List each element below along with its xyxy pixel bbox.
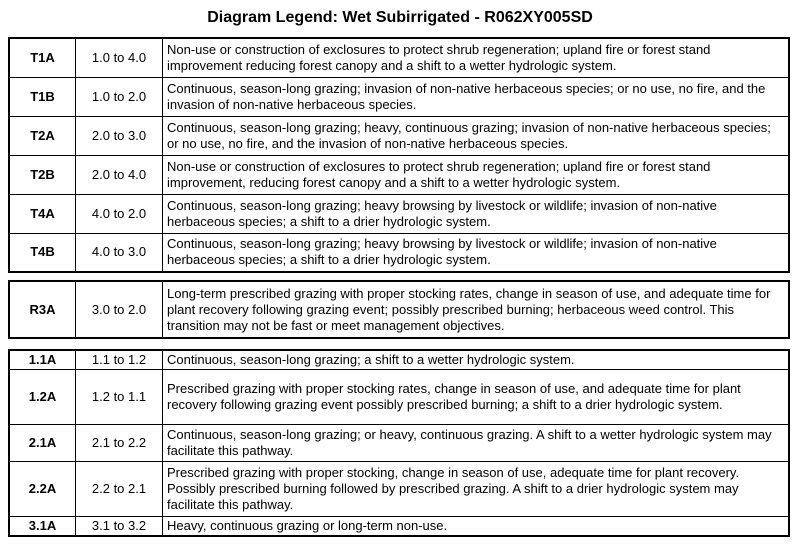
table-row: [9, 462, 789, 517]
table-row: [9, 281, 789, 338]
row-code: 3.1A: [9, 517, 76, 537]
row-range: 2.0 to 3.0: [76, 116, 163, 155]
row-code: T2A: [9, 116, 76, 155]
row-code: T4B: [9, 233, 76, 272]
transitions-table: [8, 37, 790, 273]
row-range: 1.0 to 4.0: [76, 38, 163, 77]
row-range: 1.2 to 1.1: [76, 370, 163, 425]
row-range: 2.1 to 2.2: [76, 425, 163, 462]
row-description: Continuous, season-long grazing; heavy browsing by livestock or wildlife; invasion of non-native herbaceous species; a shift to a drier hydrologic system.: [163, 194, 790, 233]
row-code: T1A: [9, 38, 76, 77]
row-range: 3.0 to 2.0: [76, 281, 163, 338]
table-row: [9, 77, 789, 116]
restoration-table: [8, 280, 790, 339]
row-range: 1.0 to 2.0: [76, 77, 163, 116]
community-pathways-table: [8, 349, 790, 537]
row-description: Non-use or construction of exclosures to protect shrub regeneration; upland fire or forest stand improvement reducing forest canopy and a shift to a wetter hydrologic system.: [163, 38, 790, 77]
table-row: [9, 38, 789, 77]
table-row: [9, 194, 789, 233]
table-row: [9, 370, 789, 425]
row-description: Heavy, continuous grazing or long-term non-use.: [163, 517, 790, 537]
table-row: [9, 155, 789, 194]
row-code: T2B: [9, 155, 76, 194]
row-range: 2.2 to 2.1: [76, 462, 163, 517]
row-description: Non-use or construction of exclosures to protect shrub regeneration; upland fire or forest stand improvement, reducing forest canopy and a shift to a wetter hydrologic system.: [163, 155, 790, 194]
table-row: [9, 517, 789, 537]
row-code: T4A: [9, 194, 76, 233]
row-range: 4.0 to 2.0: [76, 194, 163, 233]
row-description: Continuous, season-long grazing; invasion of non-native herbaceous species; or no use, no fire, and the invasion of non-native herbaceous species.: [163, 77, 790, 116]
table-row: [9, 350, 789, 370]
legend-title: Diagram Legend: Wet Subirrigated - R062XY005SD: [207, 9, 593, 26]
row-description: Prescribed grazing with proper stocking rates, change in season of use, and adequate time for plant recovery following grazing event possibly prescribed burning; a shift to a drier hydrologic system.: [163, 370, 790, 425]
row-code: R3A: [9, 281, 76, 338]
row-code: 1.1A: [9, 350, 76, 370]
row-code: T1B: [9, 77, 76, 116]
table-row: [9, 116, 789, 155]
row-code: 2.1A: [9, 425, 76, 462]
row-code: 1.2A: [9, 370, 76, 425]
table-row: [9, 425, 789, 462]
row-range: 3.1 to 3.2: [76, 517, 163, 537]
row-description: Long-term prescribed grazing with proper stocking rates, change in season of use, and adequate time for plant recovery following grazing event; possibly prescribed burning; herbaceous weed control. This transition may not be fast or meet management objectives.: [163, 281, 790, 338]
table-row: [9, 233, 789, 272]
row-range: 4.0 to 3.0: [76, 233, 163, 272]
row-description: Continuous, season-long grazing; a shift to a wetter hydrologic system.: [163, 350, 790, 370]
row-description: Continuous, season-long grazing; heavy browsing by livestock or wildlife; invasion of non-native herbaceous species; a shift to a drier hydrologic system.: [163, 233, 790, 272]
row-description: Continuous, season-long grazing; heavy, continuous grazing; invasion of non-native herbaceous species; or no use, no fire, and the invasion of non-native herbaceous species.: [163, 116, 790, 155]
row-description: Continuous, season-long grazing; or heavy, continuous grazing. A shift to a wetter hydrologic system may facilitate this pathway.: [163, 425, 790, 462]
row-range: 2.0 to 4.0: [76, 155, 163, 194]
row-description: Prescribed grazing with proper stocking, change in season of use, adequate time for plant recovery. Possibly prescribed burning followed by prescribed grazing. A shift to a drier hydrologic system may facilitate this pathway.: [163, 462, 790, 517]
row-range: 1.1 to 1.2: [76, 350, 163, 370]
row-code: 2.2A: [9, 462, 76, 517]
